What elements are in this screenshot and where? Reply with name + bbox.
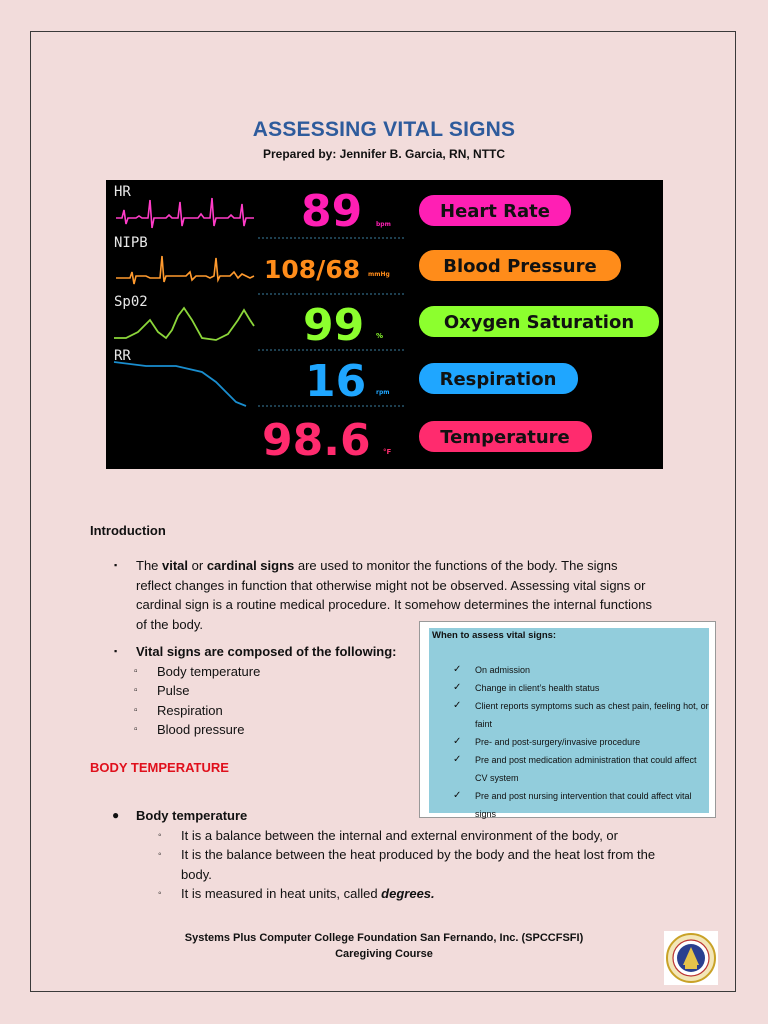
body-temperature-item: Body temperature (136, 808, 248, 823)
circle-bullet-icon: ◦ (158, 888, 162, 899)
spo2-waveform (114, 308, 254, 340)
list-item: ▪ The vital or cardinal signs are used to monitor the functions of the body. The signs reflect changes in function that otherwise might not be observed. Assessing vital signs or cardinal sign is a routine medical procedure. It somehow determines the internal functions of the body. (114, 558, 652, 632)
component-item: ▫ Respiration (112, 701, 652, 721)
document-author: Prepared by: Jennifer B. Garcia, RN, NTTC (262, 147, 506, 161)
oxygen-saturation-label: Oxygen Saturation (443, 312, 635, 333)
emphasis-cardinal-signs: cardinal signs (206, 558, 295, 573)
nibp-waveform (116, 256, 254, 284)
heart-rate-unit: bpm (376, 221, 391, 228)
circle-bullet-icon: ◦ (158, 829, 162, 841)
blood-pressure-label: Blood Pressure (443, 256, 597, 277)
rr-waveform (114, 362, 246, 406)
temperature-unit: °F (383, 448, 392, 456)
footer-course: Caregiving Course (335, 948, 433, 960)
temperature-label: Temperature (440, 427, 570, 448)
hollow-square-bullet-icon: ▫ (134, 704, 138, 716)
list-item: ◦ It is measured in heat units, called degrees. (112, 884, 681, 904)
intro-paragraph-text: are used to monitor the functions of the body. The signs reflect changes in function that otherwise might not be observed. Assessing vital signs or cardinal sign is a routine medical procedure. It somehow determines the internal functions of the body. (136, 558, 652, 632)
hr-waveform (116, 198, 254, 228)
oxygen-saturation-value: 99 (303, 300, 365, 351)
oxygen-saturation-unit: % (376, 332, 384, 340)
list-item: ◦ It is the balance between the heat produced by the body and the heat lost from the body. (158, 847, 656, 882)
checkmark-icon: ✓ (453, 754, 462, 765)
list-item: ✓ Pre- and post-surgery/invasive procedure (453, 733, 709, 751)
list-item: ✓ Pre and post nursing intervention that could affect vital signs (453, 787, 709, 823)
component-item: ▫ Blood pressure (112, 720, 652, 740)
list-item (112, 806, 712, 826)
round-bullet-icon: ● (112, 808, 120, 822)
callout-title: When to assess vital signs: (432, 630, 557, 641)
wave-label-spo2: Sp02 (114, 294, 148, 310)
temperature-value: 98.6 (262, 415, 371, 466)
checkmark-icon: ✓ (453, 700, 462, 711)
emphasis-degrees: degrees. (381, 886, 435, 901)
respiration-label: Respiration (439, 369, 557, 390)
checkmark-icon: ✓ (453, 790, 462, 801)
wave-label-hr: HR (114, 184, 131, 200)
vital-signs-monitor-image (106, 180, 663, 469)
components-lead: Vital signs are composed of the following: (136, 644, 397, 659)
monitor-graphic (106, 180, 663, 469)
component-item: ▫ Body temperature (112, 662, 652, 682)
list-item: ✓ On admission (453, 661, 709, 679)
introduction-heading: Introduction (90, 523, 166, 538)
wave-label-nipb: NIPB (114, 235, 148, 251)
body-temperature-list (112, 806, 712, 904)
checkmark-icon: ✓ (453, 664, 462, 675)
footer-institution: Systems Plus Computer College Foundation San Fernando, Inc. (SPCCFSFI) (184, 932, 584, 944)
component-item: ▫ Pulse (112, 681, 652, 701)
square-bullet-icon: ▪ (114, 646, 118, 656)
respiration-value: 16 (305, 356, 367, 407)
when-to-assess-callout (419, 621, 716, 818)
hollow-square-bullet-icon: ▫ (134, 685, 138, 696)
list-item: ✓ Pre and post medication administration that could affect CV system (453, 751, 709, 787)
hollow-square-bullet-icon: ▫ (134, 724, 138, 735)
wave-label-rr: RR (114, 348, 131, 364)
document-title: ASSESSING VITAL SIGNS (252, 118, 516, 141)
hollow-square-bullet-icon: ▫ (134, 665, 138, 677)
respiration-unit: rpm (376, 389, 390, 396)
square-bullet-icon: ▪ (114, 560, 118, 570)
heart-rate-label: Heart Rate (440, 201, 550, 222)
blood-pressure-unit: mmHg (368, 271, 390, 278)
body-temperature-heading: BODY TEMPERATURE (90, 760, 229, 775)
list-item: ✓ Client reports symptoms such as chest pain, feeling hot, or faint (453, 697, 709, 733)
callout-box (429, 628, 709, 819)
circle-bullet-icon: ◦ (158, 849, 162, 860)
blood-pressure-value: 108/68 (264, 255, 361, 284)
list-item: ◦ It is a balance between the internal and external environment of the body, or (112, 826, 681, 846)
emphasis-vital: vital (162, 558, 189, 573)
list-item: ✓ Change in client’s health status (453, 679, 709, 697)
heart-rate-value: 89 (301, 186, 363, 237)
footer (0, 930, 768, 962)
callout-list (453, 661, 709, 823)
college-seal-logo (664, 931, 718, 985)
checkmark-icon: ✓ (453, 682, 462, 693)
checkmark-icon: ✓ (453, 736, 462, 747)
body-temperature-sublist (112, 826, 712, 904)
